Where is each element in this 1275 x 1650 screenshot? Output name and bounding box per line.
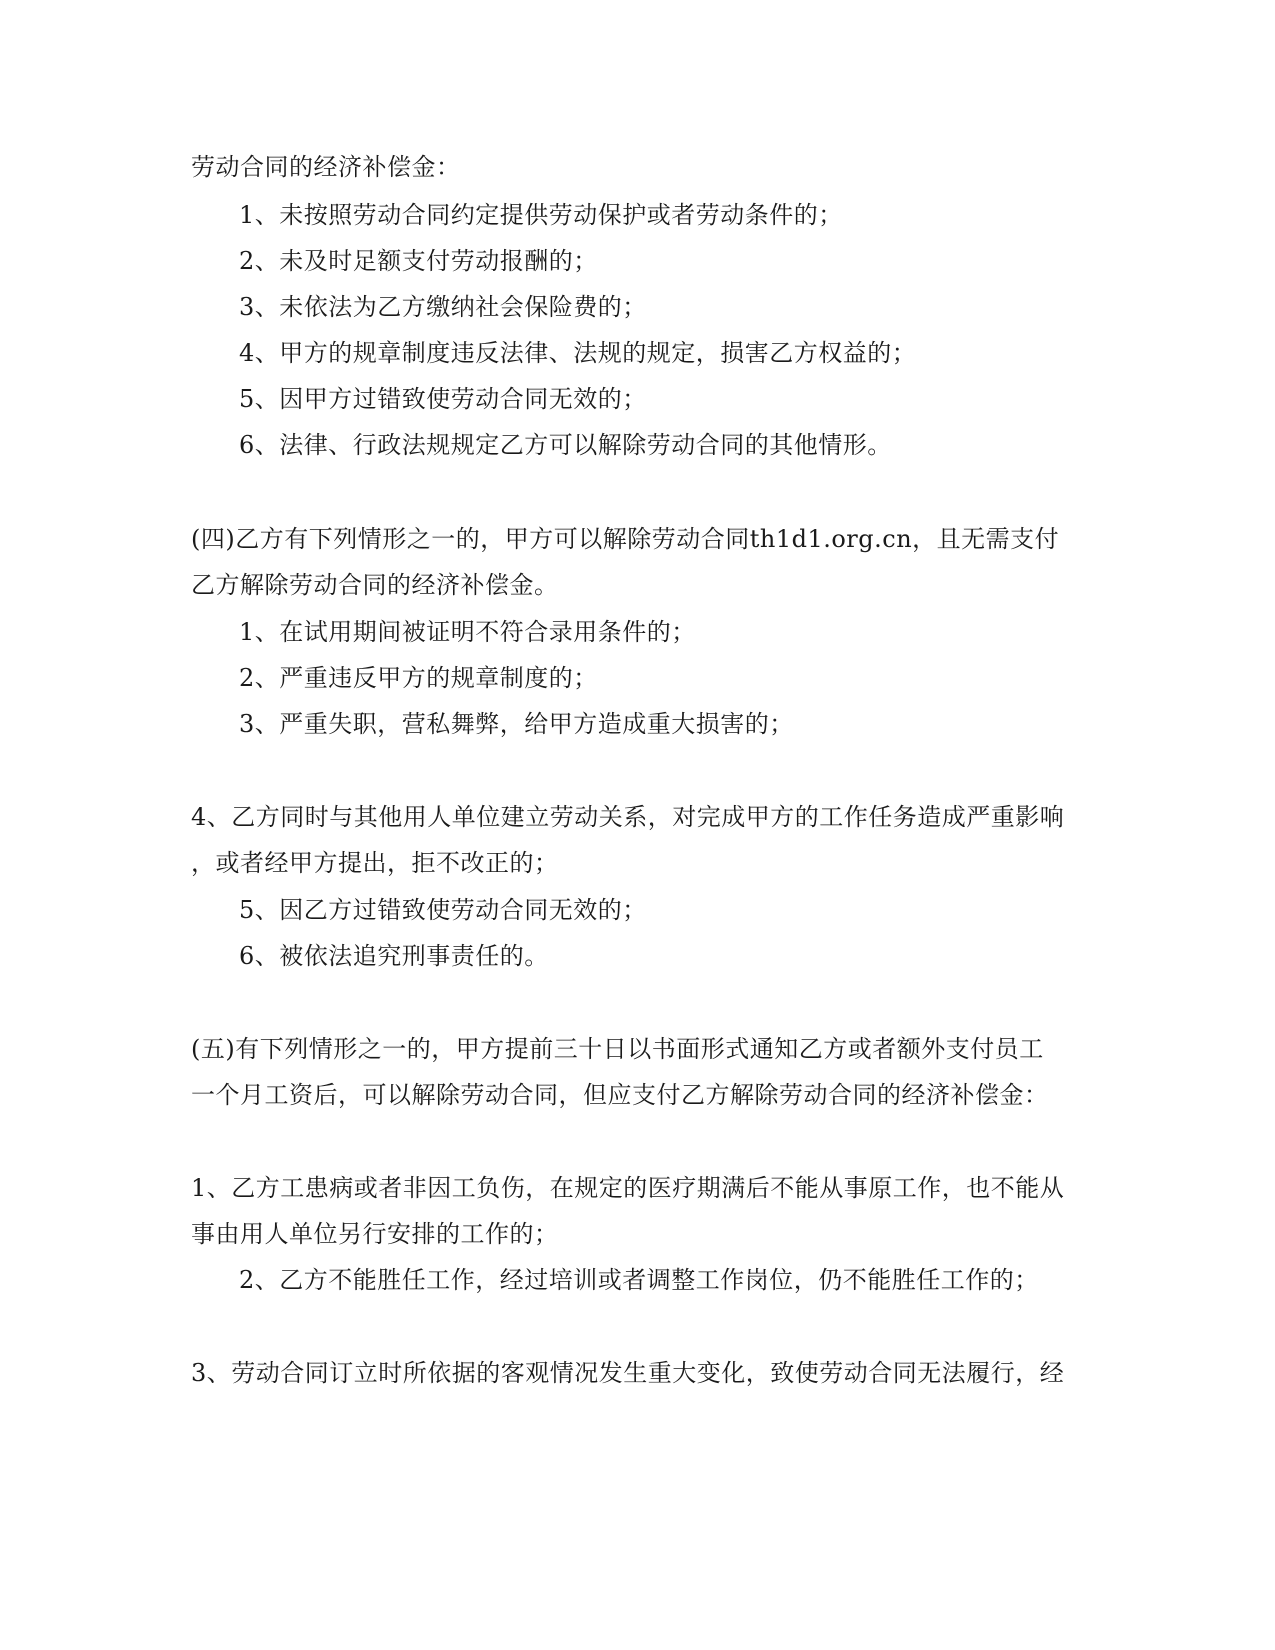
section4-item-5: 5、因乙方过错致使劳动合同无效的； [239,896,647,924]
section3-item-4: 4、甲方的规章制度违反法律、法规的规定，损害乙方权益的； [239,339,917,367]
section4-heading-line1: (四)乙方有下列情形之一的，甲方可以解除劳动合同th1d1.org.cn，且无需支付 [191,525,1060,553]
section4-item-4-line2: ，或者经甲方提出，拒不改正的； [191,849,559,877]
section5-heading-line2: 一个月工资后，可以解除劳动合同，但应支付乙方解除劳动合同的经济补偿金： [191,1081,1049,1109]
section3-item-2: 2、未及时足额支付劳动报酬的； [239,247,598,275]
section5-item-1-line1: 1、乙方工患病或者非因工负伤，在规定的医疗期满后不能从事原工作，也不能从 [191,1174,1065,1202]
section4-heading-line2: 乙方解除劳动合同的经济补偿金。 [191,571,559,599]
section4-item-6: 6、被依法追究刑事责任的。 [239,942,549,970]
section5-item-3-line1: 3、劳动合同订立时所依据的客观情况发生重大变化，致使劳动合同无法履行，经 [191,1359,1065,1387]
section5-item-2: 2、乙方不能胜任工作，经过培训或者调整工作岗位，仍不能胜任工作的； [239,1266,1039,1294]
section5-item-1-line2: 事由用人单位另行安排的工作的； [191,1220,559,1248]
section3-item-6: 6、法律、行政法规规定乙方可以解除劳动合同的其他情形。 [239,431,892,459]
section3-item-3: 3、未依法为乙方缴纳社会保险费的； [239,293,647,321]
section4-item-4-line1: 4、乙方同时与其他用人单位建立劳动关系，对完成甲方的工作任务造成严重影响 [191,803,1065,831]
section4-item-3: 3、严重失职，营私舞弊，给甲方造成重大损害的； [239,710,794,738]
section5-heading-line1: (五)有下列情形之一的，甲方提前三十日以书面形式通知乙方或者额外支付员工 [191,1035,1044,1063]
section3-item-5: 5、因甲方过错致使劳动合同无效的； [239,385,647,413]
section3-item-1: 1、未按照劳动合同约定提供劳动保护或者劳动条件的； [239,201,843,229]
section4-item-1: 1、在试用期间被证明不符合录用条件的； [239,618,696,646]
section4-item-2: 2、严重违反甲方的规章制度的； [239,664,598,692]
section3-tail: 劳动合同的经济补偿金： [191,153,461,181]
